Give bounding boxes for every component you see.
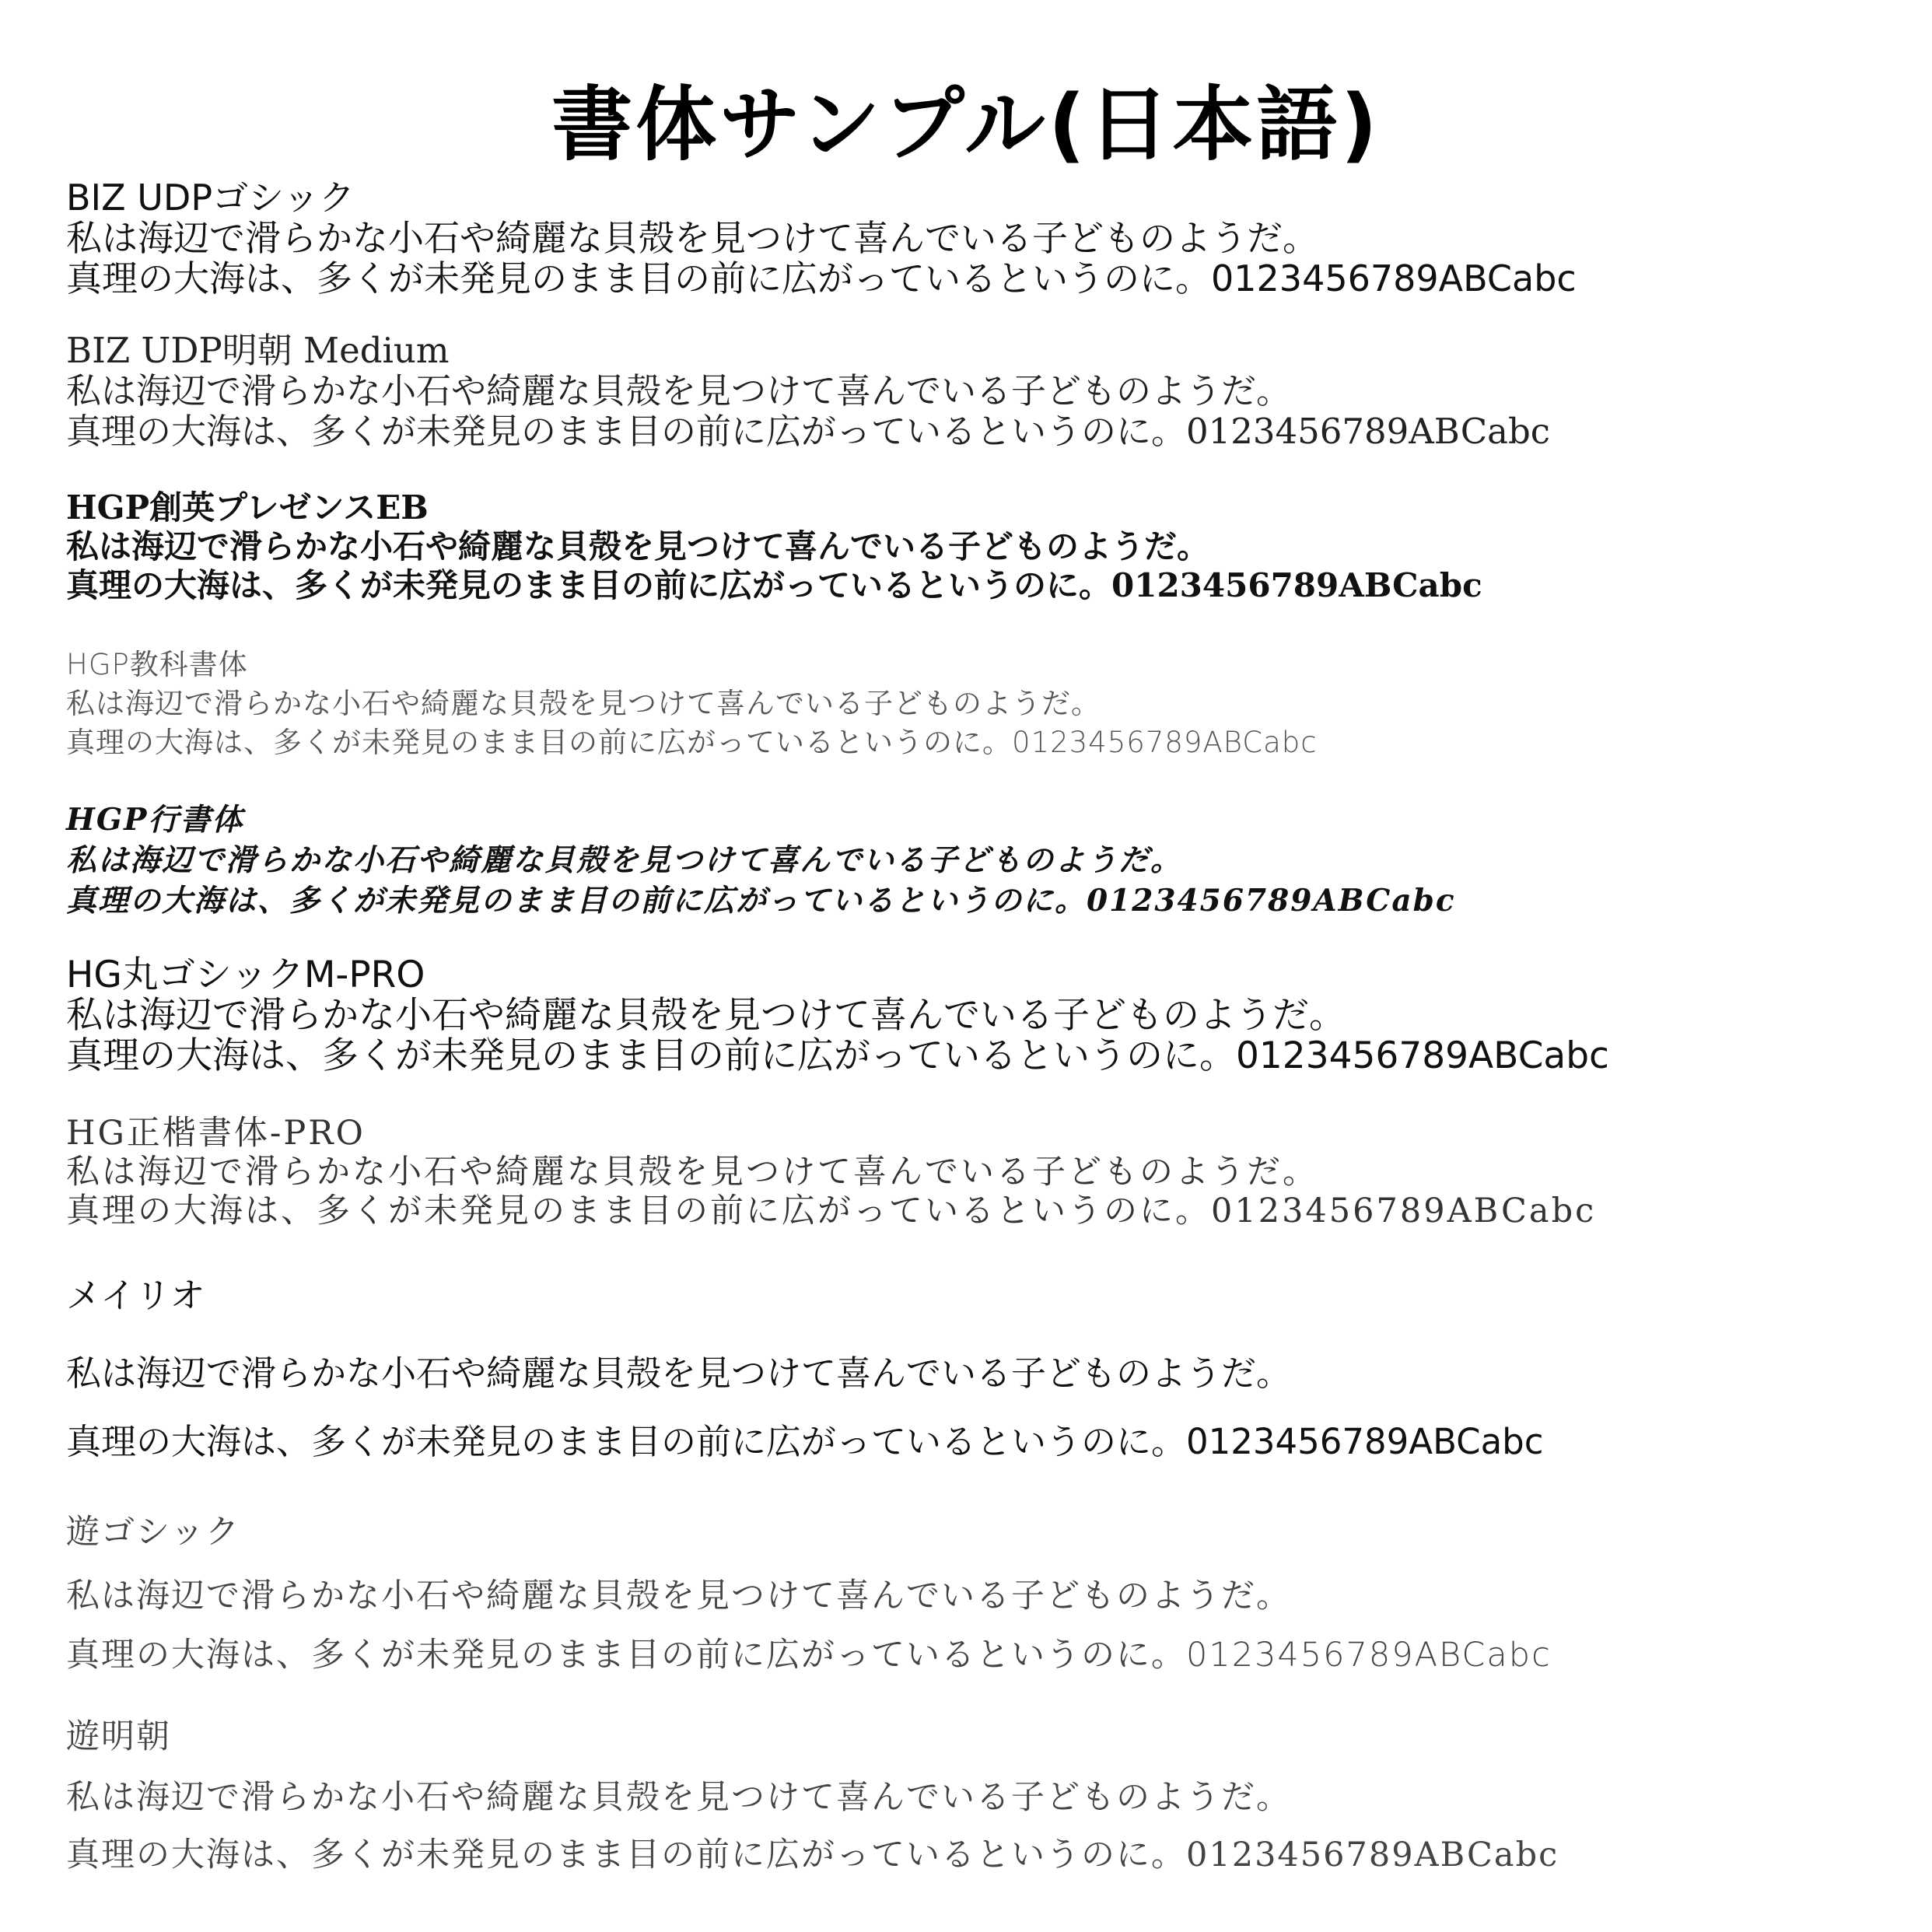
font-sample-yu-gothic xyxy=(66,1503,1917,1685)
sample-line-1: 私は海辺で滑らかな小石や綺麗な貝殻を見つけて喜んでいる子どものようだ。 xyxy=(66,842,1183,878)
font-sample-hg-maru-gothic xyxy=(66,955,1917,1076)
sample-line-1: 私は海辺で滑らかな小石や綺麗な貝殻を見つけて喜んでいる子どものようだ。 xyxy=(66,994,1346,1037)
sample-line-1: 私は海辺で滑らかな小石や綺麗な貝殻を見つけて喜んでいる子どものようだ。 xyxy=(66,687,1101,720)
font-name-label: BIZ UDP明朝 Medium xyxy=(66,330,450,371)
font-sample-yu-mincho xyxy=(66,1708,1917,1884)
font-sample-hgp-soei-presence xyxy=(66,488,1917,605)
sample-line-2: 真理の大海は、多くが未発見のまま目の前に広がっているというのに。0123456789ABCabc xyxy=(66,1192,1597,1230)
page-title: 書体サンプル(日本語) xyxy=(551,77,1381,172)
sample-line-2: 真理の大海は、多くが未発見のまま目の前に広がっているというのに。0123456789ABCabc xyxy=(66,1034,1609,1077)
sample-line-1: 私は海辺で滑らかな小石や綺麗な貝殻を見つけて喜んでいる子どものようだ。 xyxy=(66,1778,1291,1817)
sample-line-2: 真理の大海は、多くが未発見のまま目の前に広がっているというのに。0123456789ABCabc xyxy=(66,566,1482,604)
sample-line-2: 真理の大海は、多くが未発見のまま目の前に広がっているというのに。0123456789ABCabc xyxy=(66,1421,1544,1462)
font-sample-biz-udp-gothic xyxy=(66,177,1917,299)
font-sample-hgp-kyokasho xyxy=(66,646,1917,762)
font-name-label: HGP行書体 xyxy=(66,802,244,838)
sample-line-2: 真理の大海は、多くが未発見のまま目の前に広がっているというのに。0123456789ABCabc xyxy=(66,726,1318,759)
font-name-label: 遊明朝 xyxy=(66,1717,171,1756)
font-sample-biz-udp-mincho xyxy=(66,331,1917,452)
sample-line-1: 私は海辺で滑らかな小石や綺麗な貝殻を見つけて喜んでいる子どものようだ。 xyxy=(66,1577,1291,1615)
sample-line-1: 私は海辺で滑らかな小石や綺麗な貝殻を見つけて喜んでいる子どものようだ。 xyxy=(66,370,1292,411)
sample-line-2: 真理の大海は、多くが未発見のまま目の前に広がっているというのに。0123456789ABCabc xyxy=(66,1636,1552,1675)
sample-line-1: 私は海辺で滑らかな小石や綺麗な貝殻を見つけて喜んでいる子どものようだ。 xyxy=(66,217,1318,259)
sample-line-1: 私は海辺で滑らかな小石や綺麗な貝殻を見つけて喜んでいる子どものようだ。 xyxy=(66,1153,1318,1192)
font-sample-meiryo xyxy=(66,1274,1917,1476)
font-name-label: HG丸ゴシックM-PRO xyxy=(66,954,425,996)
font-name-label: 遊ゴシック xyxy=(66,1513,241,1552)
sample-line-1: 私は海辺で滑らかな小石や綺麗な貝殻を見つけて喜んでいる子どものようだ。 xyxy=(66,1353,1292,1394)
font-name-label: HG正楷書体-PRO xyxy=(66,1114,366,1153)
sample-line-2: 真理の大海は、多くが未発見のまま目の前に広がっているというのに。0123456789ABCabc xyxy=(66,257,1577,299)
font-name-label: HGP教科書体 xyxy=(66,648,248,681)
sample-line-1: 私は海辺で滑らかな小石や綺麗な貝殻を見つけて喜んでいる子どものようだ。 xyxy=(66,527,1210,565)
sample-line-2: 真理の大海は、多くが未発見のまま目の前に広がっているというのに。0123456789ABCabc xyxy=(66,883,1456,919)
font-name-label: BIZ UDPゴシック xyxy=(66,177,355,219)
font-name-label: HGP創英プレゼンスEB xyxy=(66,488,429,527)
sample-line-2: 真理の大海は、多くが未発見のまま目の前に広がっているというのに。0123456789ABCabc xyxy=(66,411,1550,452)
font-sample-hg-seikai xyxy=(66,1114,1917,1230)
font-sample-hgp-gyosho xyxy=(66,800,1917,921)
sample-line-2: 真理の大海は、多くが未発見のまま目の前に広がっているというのに。0123456789ABCabc xyxy=(66,1836,1559,1874)
font-name-label: メイリオ xyxy=(66,1275,205,1316)
